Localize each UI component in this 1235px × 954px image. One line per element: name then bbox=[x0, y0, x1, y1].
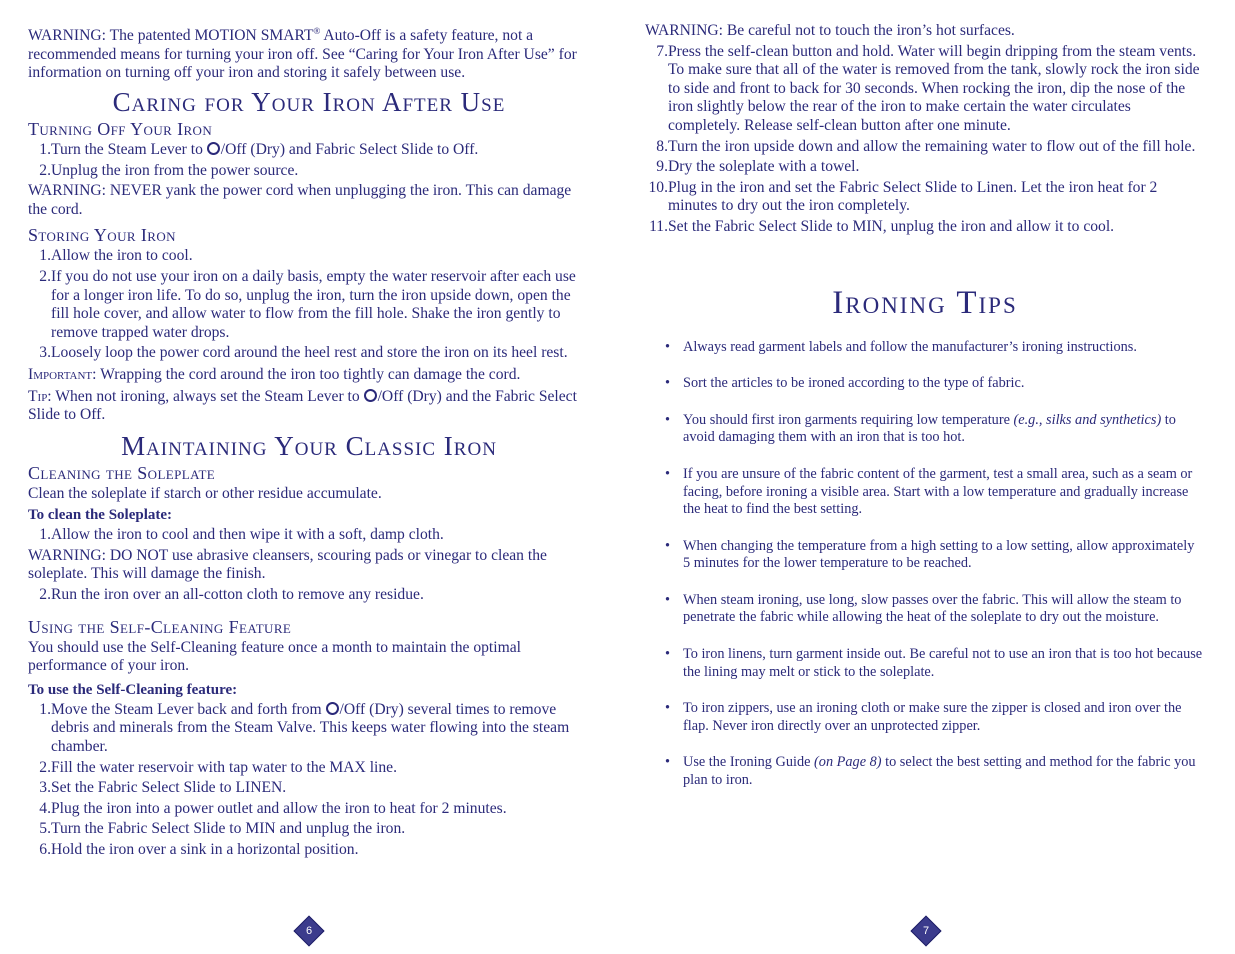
item-number: 7. bbox=[656, 42, 668, 60]
caring-heading: Caring for Your Iron After Use bbox=[112, 86, 506, 117]
item-number: 6. bbox=[39, 841, 51, 858]
left-page bbox=[28, 22, 590, 862]
item-number: 2. bbox=[39, 161, 51, 179]
tip-label: Tip: bbox=[28, 387, 52, 405]
page-number: 6 bbox=[305, 925, 313, 937]
list-item bbox=[28, 586, 590, 605]
maintaining-heading: Maintaining Your Classic Iron bbox=[121, 430, 497, 461]
item-number: 2. bbox=[39, 758, 51, 776]
item-number: 8. bbox=[656, 137, 668, 155]
item-text: Press the self-clean button and hold. Water will begin dripping from the steam vents. To make sure that all of the water is removed from the tank, slowly rock the iron side to side and front to back for 30 seconds. When rocking the iron, dip the nose of the iron slightly below the rear of the iron to make certain the water circulates completely. Release self-clean button after one minute. bbox=[668, 42, 1200, 134]
tip-text bbox=[683, 339, 1137, 357]
to-use-label: To use the Self-Cleaning feature: bbox=[28, 681, 238, 698]
tip-text bbox=[683, 412, 1205, 447]
hot-warning bbox=[645, 22, 1205, 41]
tip-text-italic: (on Page 8) bbox=[814, 754, 882, 771]
item-number: 1. bbox=[39, 247, 51, 265]
list-item bbox=[645, 43, 1205, 136]
storing-heading: Storing Your Iron bbox=[28, 225, 176, 246]
item-text: Dry the soleplate with a towel. bbox=[668, 158, 860, 176]
tip-item bbox=[665, 700, 1205, 735]
item-text: Turn the iron upside down and allow the remaining water to flow out of the fill hole. bbox=[668, 137, 1196, 155]
turning-off-heading: Turning Off Your Iron bbox=[28, 118, 213, 139]
item-text bbox=[51, 841, 590, 860]
item-text-part: Move the Steam Lever back and forth from bbox=[51, 700, 326, 718]
warning-text: The patented MOTION SMART bbox=[105, 27, 314, 45]
tip-text-part: You should first iron garments requiring low temperature bbox=[683, 411, 1014, 428]
cleaning-intro: Clean the soleplate if starch or other residue accumulate. bbox=[28, 484, 382, 502]
circle-o-icon bbox=[364, 389, 377, 402]
right-page bbox=[645, 22, 1205, 809]
tips-list bbox=[645, 339, 1205, 790]
warning-text: NEVER yank the power cord when unplugging the iron. This can damage the cord. bbox=[28, 182, 572, 218]
intro-warning bbox=[28, 22, 590, 83]
tip-text bbox=[683, 466, 1205, 519]
item-text-part: /Off (Dry) and Fabric Select Slide to Off. bbox=[220, 140, 479, 158]
list-item bbox=[28, 841, 590, 860]
item-number: 9. bbox=[656, 158, 668, 176]
tip-item bbox=[665, 412, 1205, 447]
tip-text-part: to select the best setting and method for the fabric you plan to iron. bbox=[683, 754, 1196, 789]
list-item bbox=[28, 344, 590, 363]
item-text bbox=[51, 820, 590, 839]
list-item bbox=[645, 158, 1205, 177]
page-number-marker bbox=[910, 915, 941, 946]
tip-text bbox=[683, 592, 1205, 627]
steps-list bbox=[645, 43, 1205, 237]
self-clean-heading: Using the Self-Cleaning Feature bbox=[28, 616, 292, 637]
item-text-part: /Off (Dry) several times to remove debris and minerals from the Steam Valve. This keeps water flowing into the steam chamber. bbox=[51, 700, 570, 756]
page-number: 7 bbox=[922, 925, 930, 937]
list-item bbox=[645, 138, 1205, 157]
list-item bbox=[28, 247, 590, 266]
tip-item bbox=[665, 754, 1205, 789]
warning-text: DO NOT use abrasive cleansers, scouring pads or vinegar to clean the soleplate. This will damage the finish. bbox=[28, 546, 547, 583]
bullet-icon: • bbox=[665, 411, 671, 428]
list-item bbox=[28, 759, 590, 778]
bullet-icon: • bbox=[665, 591, 671, 608]
important-note bbox=[28, 366, 590, 385]
tip-text-part: Sort the articles to be ironed according to the type of fabric. bbox=[683, 375, 1025, 392]
tip-text-part: Always read garment labels and follow the manufacturer’s ironing instructions. bbox=[683, 338, 1137, 355]
item-number: 4. bbox=[39, 799, 51, 817]
storing-list bbox=[28, 247, 590, 363]
item-text bbox=[51, 779, 590, 798]
registered-mark: ® bbox=[313, 26, 321, 36]
item-text-part: Plug the iron into a power outlet and allow the iron to heat for 2 minutes. bbox=[51, 799, 507, 817]
tip-text-part: To iron zippers, use an ironing cloth or make sure the zipper is closed and iron over the flap. Never iron directly over an unprotected zipper. bbox=[683, 700, 1182, 734]
list-item bbox=[28, 701, 590, 757]
item-text-part: Turn the Steam Lever to bbox=[51, 140, 207, 158]
warning-text: Be careful not to touch the iron’s hot surfaces. bbox=[722, 22, 1015, 39]
item-text bbox=[51, 141, 590, 160]
item-text-part: Hold the iron over a sink in a horizontal position. bbox=[51, 841, 359, 858]
item-text-part: Unplug the iron from the power source. bbox=[51, 161, 299, 179]
item-number: 10. bbox=[648, 178, 668, 196]
abrasive-warning bbox=[28, 547, 590, 584]
list-item bbox=[645, 218, 1205, 237]
bullet-icon: • bbox=[665, 537, 671, 554]
item-number: 2. bbox=[39, 586, 51, 604]
tip-text-part: When steam ironing, use long, slow passes over the fabric. This will allow the steam to penetrate the fabric while allowing the heat of the soleplate to dry out the moisture. bbox=[683, 591, 1182, 626]
bullet-icon: • bbox=[665, 465, 671, 482]
item-text bbox=[51, 162, 590, 181]
tip-item bbox=[665, 339, 1205, 357]
item-text: Run the iron over an all-cotton cloth to remove any residue. bbox=[51, 586, 424, 604]
item-text-part: Fill the water reservoir with tap water to the MAX line. bbox=[51, 758, 398, 776]
warning-label: WARNING: bbox=[28, 182, 106, 200]
tip-text-part: When changing the temperature from a high setting to a low setting, allow approximately 5 minutes for the lower temperature to be reached. bbox=[683, 537, 1195, 572]
bullet-icon: • bbox=[665, 700, 671, 717]
list-item bbox=[28, 820, 590, 839]
list-item bbox=[28, 268, 590, 342]
item-number: 1. bbox=[39, 140, 51, 158]
list-item bbox=[28, 779, 590, 798]
list-item bbox=[645, 179, 1205, 216]
item-number: 11. bbox=[649, 217, 668, 235]
yank-warning bbox=[28, 182, 590, 219]
item-number: 5. bbox=[39, 820, 51, 838]
item-number: 3. bbox=[39, 779, 51, 797]
tip-text-part: If you are unsure of the fabric content of the garment, test a small area, such as a seam or facing, before ironing a visible area. Start with a low temperature and gradually increase the heat to find the best setting. bbox=[683, 465, 1193, 518]
cleaning-heading: Cleaning the Soleplate bbox=[28, 462, 216, 483]
bullet-icon: • bbox=[665, 646, 671, 663]
item-number: 2. bbox=[39, 267, 51, 285]
tip-text bbox=[683, 754, 1205, 789]
item-text bbox=[51, 701, 590, 757]
tip-text bbox=[683, 700, 1205, 735]
item-number: 3. bbox=[39, 344, 51, 362]
turning-off-list bbox=[28, 141, 590, 180]
tip-text: When not ironing, always set the Steam Lever to bbox=[51, 387, 364, 405]
tip-text-part: to avoid damaging them with an iron that is too hot. bbox=[683, 411, 1176, 446]
warning-label: WARNING: bbox=[28, 27, 106, 45]
circle-o-icon bbox=[326, 702, 339, 715]
item-text: Allow the iron to cool. bbox=[51, 247, 193, 265]
tip-item bbox=[665, 538, 1205, 573]
circle-o-icon bbox=[207, 142, 220, 155]
bullet-icon: • bbox=[665, 338, 671, 355]
warning-text-cont: Auto-Off is a safety feature, not a recommended means for turning your iron off. See “Caring for Your Iron After Use” for information on turning off your iron and storing it safely between use. bbox=[28, 27, 577, 82]
item-number: 1. bbox=[39, 700, 51, 718]
item-text: If you do not use your iron on a daily basis, empty the water reservoir after each use for a longer iron life. To do so, unplug the iron, turn the iron upside down, open the fill hole cover, and allow water to flow from the fill hole. Shake the iron gently to remove trapped water drops. bbox=[51, 267, 576, 341]
ironing-tips-heading: Ironing Tips bbox=[832, 284, 1018, 321]
item-text-part: Turn the Fabric Select Slide to MIN and unplug the iron. bbox=[51, 820, 406, 838]
tip-note bbox=[28, 388, 590, 425]
bullet-icon: • bbox=[665, 375, 671, 392]
list-item bbox=[28, 141, 590, 160]
item-text: Allow the iron to cool and then wipe it with a soft, damp cloth. bbox=[51, 526, 444, 544]
warning-label: WARNING: bbox=[645, 22, 723, 39]
tip-item bbox=[665, 592, 1205, 627]
tip-item bbox=[665, 375, 1205, 393]
tip-item bbox=[665, 646, 1205, 681]
warning-label: WARNING: bbox=[28, 546, 106, 564]
self-clean-intro: You should use the Self-Cleaning feature once a month to maintain the optimal performance of your iron. bbox=[28, 638, 521, 675]
tip-text bbox=[683, 538, 1205, 573]
item-text-part: Set the Fabric Select Slide to LINEN. bbox=[51, 779, 287, 797]
tip-text-part: To iron linens, turn garment inside out. Be careful not to use an iron that is too hot because the lining may melt or stick to the soleplate. bbox=[683, 646, 1203, 680]
item-text bbox=[51, 800, 590, 819]
list-item bbox=[28, 526, 590, 545]
bullet-icon: • bbox=[665, 754, 671, 771]
to-clean-label: To clean the Soleplate: bbox=[28, 507, 173, 524]
item-text: Set the Fabric Select Slide to MIN, unplug the iron and allow it to cool. bbox=[668, 217, 1115, 235]
item-text bbox=[51, 759, 590, 778]
list-item bbox=[28, 162, 590, 181]
tip-text-cont: /Off (Dry) and the Fabric Select Slide to Off. bbox=[28, 387, 577, 424]
tip-text-part: Use the Ironing Guide bbox=[683, 754, 815, 771]
tip-item bbox=[665, 466, 1205, 519]
item-text: Loosely loop the power cord around the heel rest and store the iron on its heel rest. bbox=[51, 344, 568, 362]
page-number-marker bbox=[293, 915, 324, 946]
self-clean-list bbox=[28, 701, 590, 860]
item-number: 1. bbox=[39, 526, 51, 544]
item-text: Plug in the iron and set the Fabric Select Slide to Linen. Let the iron heat for 2 minutes to dry out the iron completely. bbox=[668, 178, 1158, 215]
tip-text bbox=[683, 646, 1205, 681]
tip-text bbox=[683, 375, 1024, 393]
important-text: Wrapping the cord around the iron too tightly can damage the cord. bbox=[96, 365, 521, 383]
tip-text-italic: (e.g., silks and synthetics) bbox=[1013, 411, 1162, 428]
important-label: Important: bbox=[28, 365, 97, 383]
list-item bbox=[28, 800, 590, 819]
